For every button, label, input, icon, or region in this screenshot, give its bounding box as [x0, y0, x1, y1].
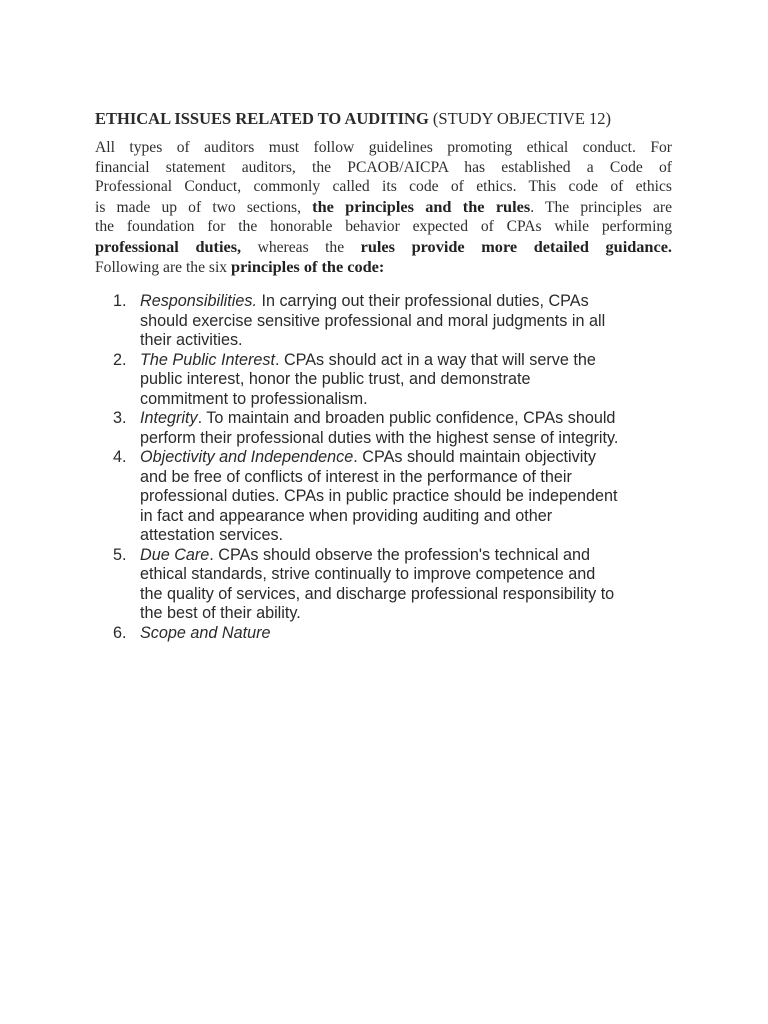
section-heading-title: ETHICAL ISSUES RELATED TO AUDITING [95, 109, 429, 128]
principle-text [140, 546, 683, 624]
principle-line [140, 429, 683, 449]
principle-line [140, 487, 683, 507]
principle-line [140, 468, 683, 488]
principle-description: attestation services. [140, 526, 284, 544]
principle-description: their activities. [140, 331, 243, 349]
intro-line [95, 237, 672, 258]
principle-description: ethical standards, strive continually to improve competence and [140, 565, 596, 583]
principle-description: in fact and appearance when providing auditing and other [140, 506, 553, 525]
principle-text [140, 409, 683, 448]
principle-description: . CPAs should observe the profession's technical and [209, 545, 590, 564]
principle-line [140, 624, 683, 644]
principle-line [140, 448, 683, 468]
principle-description: professional duties. CPAs in public practice should be independent [140, 487, 618, 505]
principle-line [140, 331, 683, 351]
principle-line [140, 585, 683, 605]
principle-number: 1. [113, 292, 127, 310]
intro-text: is made up of two sections, [95, 198, 301, 216]
intro-emphasis: rules provide more detailed guidance. [360, 236, 672, 256]
intro-line: Professional Conduct, commonly called its code of ethics. This code of ethics [95, 178, 672, 195]
principle-term: Responsibilities. [140, 292, 257, 310]
principle-item [113, 624, 683, 644]
principle-line [140, 409, 683, 429]
principle-line [140, 370, 683, 390]
section-heading [95, 109, 685, 129]
principle-line [140, 565, 683, 585]
intro-line: financial statement auditors, the PCAOB/AICPA has established a Code of [95, 158, 672, 176]
principle-description: In carrying out their professional duties, CPAs [256, 292, 589, 310]
principle-line [140, 604, 683, 624]
principle-description: and be free of conflicts of interest in the performance of their [140, 467, 572, 486]
principle-term: Objectivity and Independence [140, 448, 354, 466]
intro-line: All types of auditors must follow guidelines promoting ethical conduct. For [95, 139, 672, 156]
principle-description: the best of their ability. [140, 604, 301, 622]
intro-text: whereas the [257, 238, 345, 256]
principle-description: the quality of services, and discharge professional responsibility to [140, 584, 615, 603]
principle-text [140, 624, 683, 644]
principle-line [140, 292, 683, 312]
intro-paragraph [95, 138, 672, 278]
principle-description: commitment to professionalism. [140, 389, 368, 408]
principle-text [140, 351, 683, 410]
principle-line [140, 312, 683, 332]
principles-list [113, 292, 683, 643]
intro-line [95, 257, 672, 278]
intro-text: . The principles are [530, 198, 672, 216]
section-heading-objective: (STUDY OBJECTIVE 12) [432, 109, 612, 128]
intro-emphasis: professional duties, [95, 236, 242, 256]
principle-number: 4. [113, 448, 127, 466]
principle-line [140, 526, 683, 546]
intro-emphasis: principles of the code: [231, 257, 385, 276]
principle-description: should exercise sensitive professional and moral judgments in all [140, 311, 606, 330]
intro-emphasis: the principles and the rules [312, 196, 531, 216]
principle-item [113, 292, 683, 351]
principle-item [113, 546, 683, 624]
principle-description: public interest, honor the public trust, and demonstrate [140, 370, 531, 388]
principle-number: 6. [113, 623, 127, 642]
principle-description: . To maintain and broaden public confidence, CPAs should [197, 409, 616, 427]
principle-line [140, 351, 683, 371]
principle-item [113, 351, 683, 410]
principle-description: . CPAs should act in a way that will serve the [274, 350, 596, 369]
principle-text [140, 292, 683, 351]
principle-line [140, 390, 683, 410]
principle-description: . CPAs should maintain objectivity [353, 448, 596, 466]
principle-line [140, 546, 683, 566]
principle-number: 5. [113, 545, 127, 564]
principle-text [140, 448, 683, 546]
principle-number: 2. [113, 350, 127, 369]
principle-number: 3. [113, 409, 127, 427]
principle-description: perform their professional duties with the highest sense of integrity. [140, 428, 619, 447]
principle-term: Due Care [140, 545, 210, 564]
intro-text: Following are the six [95, 259, 228, 276]
principle-term: The Public Interest [140, 350, 275, 369]
principle-item [113, 409, 683, 448]
principle-item [113, 448, 683, 546]
principle-line [140, 507, 683, 527]
intro-line: the foundation for the honorable behavior expected of CPAs while performing [95, 218, 672, 235]
intro-line [95, 197, 672, 218]
principle-term: Integrity [140, 409, 198, 427]
principle-term: Scope and Nature [140, 623, 271, 642]
